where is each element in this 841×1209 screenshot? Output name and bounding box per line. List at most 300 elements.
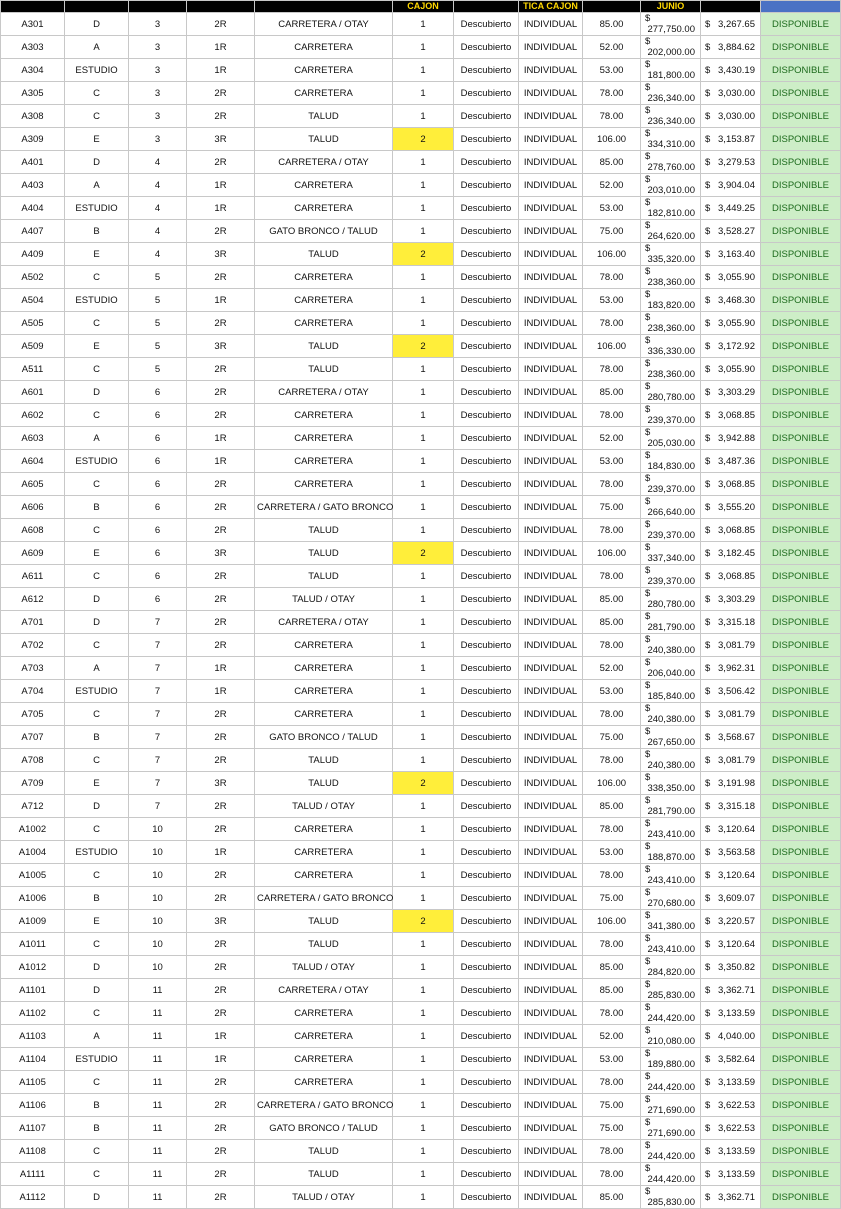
cajon-cell[interactable]: 1 — [393, 795, 454, 818]
status-cell[interactable]: DISPONIBLE — [761, 542, 841, 565]
unit-type-cell[interactable]: C — [65, 1163, 129, 1186]
area-cell[interactable]: 75.00 — [583, 220, 641, 243]
parking-type-cell[interactable]: Descubierto — [454, 542, 519, 565]
unit-id-cell[interactable]: A305 — [1, 82, 65, 105]
status-cell[interactable]: DISPONIBLE — [761, 979, 841, 1002]
floor-cell[interactable]: 6 — [129, 381, 187, 404]
rooms-cell[interactable]: 2R — [187, 404, 255, 427]
table-row[interactable] — [1, 542, 841, 565]
rooms-cell[interactable]: 1R — [187, 36, 255, 59]
view-cell[interactable]: GATO BRONCO / TALUD — [255, 1117, 393, 1140]
parking-type-cell[interactable]: Descubierto — [454, 59, 519, 82]
unit-type-cell[interactable]: E — [65, 542, 129, 565]
price-cell[interactable] — [641, 174, 701, 197]
unit-type-cell[interactable]: D — [65, 795, 129, 818]
parking-kind-cell[interactable]: INDIVIDUAL — [519, 220, 583, 243]
parking-kind-cell[interactable]: INDIVIDUAL — [519, 335, 583, 358]
cajon-cell[interactable]: 1 — [393, 59, 454, 82]
area-cell[interactable]: 106.00 — [583, 335, 641, 358]
table-row[interactable] — [1, 174, 841, 197]
area-cell[interactable]: 78.00 — [583, 703, 641, 726]
price-cell[interactable] — [641, 887, 701, 910]
view-cell[interactable]: TALUD — [255, 1140, 393, 1163]
rooms-cell[interactable]: 2R — [187, 1094, 255, 1117]
cajon-cell[interactable]: 1 — [393, 1094, 454, 1117]
rooms-cell[interactable]: 1R — [187, 657, 255, 680]
area-cell[interactable]: 85.00 — [583, 795, 641, 818]
unit-id-cell[interactable]: A309 — [1, 128, 65, 151]
unit-id-cell[interactable]: A602 — [1, 404, 65, 427]
unit-type-cell[interactable]: C — [65, 703, 129, 726]
price-cell[interactable] — [641, 312, 701, 335]
price-cell[interactable] — [641, 1048, 701, 1071]
unit-type-cell[interactable]: A — [65, 427, 129, 450]
area-cell[interactable]: 78.00 — [583, 1163, 641, 1186]
price-per-m2-cell[interactable] — [701, 197, 761, 220]
rooms-cell[interactable]: 1R — [187, 197, 255, 220]
unit-id-cell[interactable]: A409 — [1, 243, 65, 266]
floor-cell[interactable]: 5 — [129, 335, 187, 358]
view-cell[interactable]: GATO BRONCO / TALUD — [255, 726, 393, 749]
price-per-m2-cell[interactable] — [701, 13, 761, 36]
parking-type-cell[interactable]: Descubierto — [454, 151, 519, 174]
cajon-cell[interactable]: 1 — [393, 726, 454, 749]
header-cell[interactable] — [65, 1, 129, 13]
floor-cell[interactable]: 5 — [129, 358, 187, 381]
price-cell[interactable] — [641, 611, 701, 634]
cajon-cell[interactable]: 1 — [393, 105, 454, 128]
view-cell[interactable]: TALUD — [255, 749, 393, 772]
floor-cell[interactable]: 11 — [129, 1094, 187, 1117]
unit-type-cell[interactable]: B — [65, 887, 129, 910]
price-cell[interactable] — [641, 289, 701, 312]
view-cell[interactable]: TALUD — [255, 519, 393, 542]
area-cell[interactable]: 78.00 — [583, 864, 641, 887]
price-per-m2-cell[interactable] — [701, 979, 761, 1002]
price-per-m2-cell[interactable] — [701, 703, 761, 726]
rooms-cell[interactable]: 1R — [187, 427, 255, 450]
price-cell[interactable] — [641, 151, 701, 174]
parking-type-cell[interactable]: Descubierto — [454, 473, 519, 496]
cajon-cell[interactable]: 2 — [393, 542, 454, 565]
parking-kind-cell[interactable]: INDIVIDUAL — [519, 1048, 583, 1071]
unit-type-cell[interactable]: C — [65, 266, 129, 289]
parking-type-cell[interactable]: Descubierto — [454, 174, 519, 197]
table-row[interactable] — [1, 220, 841, 243]
table-row[interactable] — [1, 128, 841, 151]
price-cell[interactable] — [641, 910, 701, 933]
floor-cell[interactable]: 6 — [129, 542, 187, 565]
price-per-m2-cell[interactable] — [701, 128, 761, 151]
rooms-cell[interactable]: 1R — [187, 680, 255, 703]
unit-type-cell[interactable]: E — [65, 128, 129, 151]
parking-type-cell[interactable]: Descubierto — [454, 588, 519, 611]
unit-type-cell[interactable]: E — [65, 772, 129, 795]
parking-type-cell[interactable]: Descubierto — [454, 703, 519, 726]
area-cell[interactable]: 106.00 — [583, 772, 641, 795]
parking-type-cell[interactable]: Descubierto — [454, 1163, 519, 1186]
parking-kind-cell[interactable]: INDIVIDUAL — [519, 381, 583, 404]
table-row[interactable] — [1, 1025, 841, 1048]
price-per-m2-cell[interactable] — [701, 220, 761, 243]
price-per-m2-cell[interactable] — [701, 749, 761, 772]
price-per-m2-cell[interactable] — [701, 381, 761, 404]
floor-cell[interactable]: 5 — [129, 289, 187, 312]
parking-type-cell[interactable]: Descubierto — [454, 105, 519, 128]
price-per-m2-cell[interactable] — [701, 312, 761, 335]
parking-type-cell[interactable]: Descubierto — [454, 818, 519, 841]
rooms-cell[interactable]: 2R — [187, 220, 255, 243]
unit-type-cell[interactable]: C — [65, 358, 129, 381]
floor-cell[interactable]: 6 — [129, 588, 187, 611]
parking-type-cell[interactable]: Descubierto — [454, 496, 519, 519]
unit-id-cell[interactable]: A1112 — [1, 1186, 65, 1209]
price-cell[interactable] — [641, 128, 701, 151]
price-per-m2-cell[interactable] — [701, 657, 761, 680]
unit-type-cell[interactable]: C — [65, 404, 129, 427]
cajon-cell[interactable]: 1 — [393, 1163, 454, 1186]
status-cell[interactable]: DISPONIBLE — [761, 887, 841, 910]
floor-cell[interactable]: 10 — [129, 841, 187, 864]
view-cell[interactable]: TALUD — [255, 772, 393, 795]
table-row[interactable] — [1, 887, 841, 910]
floor-cell[interactable]: 6 — [129, 496, 187, 519]
unit-id-cell[interactable]: A511 — [1, 358, 65, 381]
unit-id-cell[interactable]: A702 — [1, 634, 65, 657]
status-cell[interactable]: DISPONIBLE — [761, 795, 841, 818]
status-cell[interactable]: DISPONIBLE — [761, 1094, 841, 1117]
price-cell[interactable] — [641, 864, 701, 887]
rooms-cell[interactable]: 3R — [187, 335, 255, 358]
rooms-cell[interactable]: 2R — [187, 473, 255, 496]
price-per-m2-cell[interactable] — [701, 818, 761, 841]
rooms-cell[interactable]: 2R — [187, 818, 255, 841]
cajon-cell[interactable]: 1 — [393, 864, 454, 887]
price-cell[interactable] — [641, 1002, 701, 1025]
parking-kind-cell[interactable]: INDIVIDUAL — [519, 289, 583, 312]
unit-id-cell[interactable]: A304 — [1, 59, 65, 82]
unit-id-cell[interactable]: A701 — [1, 611, 65, 634]
parking-kind-cell[interactable]: INDIVIDUAL — [519, 864, 583, 887]
unit-type-cell[interactable]: D — [65, 1186, 129, 1209]
cajon-cell[interactable]: 2 — [393, 128, 454, 151]
unit-id-cell[interactable]: A612 — [1, 588, 65, 611]
rooms-cell[interactable]: 2R — [187, 634, 255, 657]
header-cell[interactable] — [1, 1, 65, 13]
price-per-m2-cell[interactable] — [701, 887, 761, 910]
unit-id-cell[interactable]: A605 — [1, 473, 65, 496]
price-per-m2-cell[interactable] — [701, 1094, 761, 1117]
floor-cell[interactable]: 3 — [129, 128, 187, 151]
parking-kind-cell[interactable]: INDIVIDUAL — [519, 1163, 583, 1186]
table-row[interactable] — [1, 496, 841, 519]
parking-type-cell[interactable]: Descubierto — [454, 1140, 519, 1163]
parking-kind-cell[interactable]: INDIVIDUAL — [519, 634, 583, 657]
price-cell[interactable] — [641, 82, 701, 105]
price-cell[interactable] — [641, 1163, 701, 1186]
unit-id-cell[interactable]: A604 — [1, 450, 65, 473]
parking-type-cell[interactable]: Descubierto — [454, 680, 519, 703]
floor-cell[interactable]: 7 — [129, 680, 187, 703]
unit-id-cell[interactable]: A1006 — [1, 887, 65, 910]
table-row[interactable] — [1, 450, 841, 473]
view-cell[interactable]: TALUD / OTAY — [255, 795, 393, 818]
floor-cell[interactable]: 10 — [129, 864, 187, 887]
parking-kind-cell[interactable]: INDIVIDUAL — [519, 496, 583, 519]
rooms-cell[interactable]: 2R — [187, 312, 255, 335]
price-per-m2-cell[interactable] — [701, 726, 761, 749]
status-cell[interactable]: DISPONIBLE — [761, 933, 841, 956]
status-cell[interactable]: DISPONIBLE — [761, 289, 841, 312]
unit-type-cell[interactable]: E — [65, 910, 129, 933]
status-cell[interactable]: DISPONIBLE — [761, 565, 841, 588]
floor-cell[interactable]: 3 — [129, 13, 187, 36]
unit-type-cell[interactable]: C — [65, 519, 129, 542]
price-cell[interactable] — [641, 13, 701, 36]
status-cell[interactable]: DISPONIBLE — [761, 1163, 841, 1186]
rooms-cell[interactable]: 2R — [187, 956, 255, 979]
unit-type-cell[interactable]: E — [65, 335, 129, 358]
view-cell[interactable]: TALUD — [255, 910, 393, 933]
parking-kind-cell[interactable]: INDIVIDUAL — [519, 1094, 583, 1117]
unit-type-cell[interactable]: ESTUDIO — [65, 197, 129, 220]
parking-kind-cell[interactable]: INDIVIDUAL — [519, 243, 583, 266]
status-cell[interactable]: DISPONIBLE — [761, 818, 841, 841]
rooms-cell[interactable]: 2R — [187, 151, 255, 174]
parking-type-cell[interactable]: Descubierto — [454, 381, 519, 404]
unit-type-cell[interactable]: ESTUDIO — [65, 450, 129, 473]
area-cell[interactable]: 85.00 — [583, 13, 641, 36]
cajon-cell[interactable]: 1 — [393, 358, 454, 381]
parking-type-cell[interactable]: Descubierto — [454, 634, 519, 657]
cajon-cell[interactable]: 1 — [393, 266, 454, 289]
area-cell[interactable]: 53.00 — [583, 289, 641, 312]
table-row[interactable] — [1, 1094, 841, 1117]
price-cell[interactable] — [641, 496, 701, 519]
unit-type-cell[interactable]: B — [65, 220, 129, 243]
price-cell[interactable] — [641, 565, 701, 588]
status-cell[interactable]: DISPONIBLE — [761, 749, 841, 772]
unit-type-cell[interactable]: D — [65, 381, 129, 404]
unit-id-cell[interactable]: A1002 — [1, 818, 65, 841]
unit-type-cell[interactable]: C — [65, 105, 129, 128]
cajon-cell[interactable]: 1 — [393, 979, 454, 1002]
floor-cell[interactable]: 4 — [129, 220, 187, 243]
price-per-m2-cell[interactable] — [701, 1117, 761, 1140]
table-row[interactable] — [1, 795, 841, 818]
parking-kind-cell[interactable]: INDIVIDUAL — [519, 887, 583, 910]
cajon-cell[interactable]: 1 — [393, 680, 454, 703]
unit-id-cell[interactable]: A504 — [1, 289, 65, 312]
price-per-m2-cell[interactable] — [701, 519, 761, 542]
header-cell[interactable] — [701, 1, 761, 13]
rooms-cell[interactable]: 2R — [187, 105, 255, 128]
parking-kind-cell[interactable]: INDIVIDUAL — [519, 312, 583, 335]
price-per-m2-cell[interactable] — [701, 335, 761, 358]
unit-id-cell[interactable]: A705 — [1, 703, 65, 726]
status-cell[interactable]: DISPONIBLE — [761, 1117, 841, 1140]
view-cell[interactable]: TALUD / OTAY — [255, 588, 393, 611]
status-cell[interactable]: DISPONIBLE — [761, 634, 841, 657]
unit-id-cell[interactable]: A703 — [1, 657, 65, 680]
parking-type-cell[interactable]: Descubierto — [454, 933, 519, 956]
unit-type-cell[interactable]: C — [65, 473, 129, 496]
price-cell[interactable] — [641, 1117, 701, 1140]
status-cell[interactable]: DISPONIBLE — [761, 1048, 841, 1071]
unit-type-cell[interactable]: D — [65, 956, 129, 979]
parking-type-cell[interactable]: Descubierto — [454, 519, 519, 542]
price-per-m2-cell[interactable] — [701, 450, 761, 473]
status-cell[interactable]: DISPONIBLE — [761, 174, 841, 197]
price-cell[interactable] — [641, 197, 701, 220]
parking-type-cell[interactable]: Descubierto — [454, 197, 519, 220]
parking-type-cell[interactable]: Descubierto — [454, 243, 519, 266]
view-cell[interactable]: TALUD — [255, 358, 393, 381]
table-row[interactable] — [1, 634, 841, 657]
unit-type-cell[interactable]: C — [65, 749, 129, 772]
cajon-cell[interactable]: 1 — [393, 289, 454, 312]
table-row[interactable] — [1, 151, 841, 174]
price-per-m2-cell[interactable] — [701, 1186, 761, 1209]
unit-id-cell[interactable]: A303 — [1, 36, 65, 59]
price-per-m2-cell[interactable] — [701, 36, 761, 59]
parking-kind-cell[interactable]: INDIVIDUAL — [519, 818, 583, 841]
parking-kind-cell[interactable]: INDIVIDUAL — [519, 105, 583, 128]
parking-kind-cell[interactable]: INDIVIDUAL — [519, 427, 583, 450]
cajon-cell[interactable]: 1 — [393, 312, 454, 335]
status-cell[interactable]: DISPONIBLE — [761, 243, 841, 266]
status-cell[interactable]: DISPONIBLE — [761, 473, 841, 496]
status-cell[interactable]: DISPONIBLE — [761, 151, 841, 174]
view-cell[interactable]: CARRETERA — [255, 1071, 393, 1094]
price-per-m2-cell[interactable] — [701, 266, 761, 289]
view-cell[interactable]: CARRETERA — [255, 634, 393, 657]
cajon-cell[interactable]: 1 — [393, 1025, 454, 1048]
cajon-cell[interactable]: 1 — [393, 933, 454, 956]
parking-kind-cell[interactable]: INDIVIDUAL — [519, 588, 583, 611]
cajon-cell[interactable]: 1 — [393, 565, 454, 588]
area-cell[interactable]: 53.00 — [583, 841, 641, 864]
price-cell[interactable] — [641, 519, 701, 542]
cajon-cell[interactable]: 1 — [393, 404, 454, 427]
parking-kind-cell[interactable]: INDIVIDUAL — [519, 1117, 583, 1140]
rooms-cell[interactable]: 2R — [187, 979, 255, 1002]
table-row[interactable] — [1, 841, 841, 864]
table-row[interactable] — [1, 312, 841, 335]
view-cell[interactable]: TALUD — [255, 105, 393, 128]
floor-cell[interactable]: 7 — [129, 657, 187, 680]
unit-type-cell[interactable]: B — [65, 726, 129, 749]
unit-type-cell[interactable]: E — [65, 243, 129, 266]
rooms-cell[interactable]: 2R — [187, 1163, 255, 1186]
parking-kind-cell[interactable]: INDIVIDUAL — [519, 473, 583, 496]
rooms-cell[interactable]: 1R — [187, 841, 255, 864]
unit-id-cell[interactable]: A1107 — [1, 1117, 65, 1140]
rooms-cell[interactable]: 1R — [187, 59, 255, 82]
table-row[interactable] — [1, 1186, 841, 1209]
view-cell[interactable]: TALUD — [255, 565, 393, 588]
rooms-cell[interactable]: 2R — [187, 588, 255, 611]
status-cell[interactable]: DISPONIBLE — [761, 1025, 841, 1048]
unit-id-cell[interactable]: A712 — [1, 795, 65, 818]
parking-kind-cell[interactable]: INDIVIDUAL — [519, 680, 583, 703]
cajon-cell[interactable]: 1 — [393, 174, 454, 197]
table-row[interactable] — [1, 979, 841, 1002]
rooms-cell[interactable]: 2R — [187, 1117, 255, 1140]
table-row[interactable] — [1, 933, 841, 956]
rooms-cell[interactable]: 2R — [187, 864, 255, 887]
status-cell[interactable]: DISPONIBLE — [761, 36, 841, 59]
view-cell[interactable]: CARRETERA / OTAY — [255, 611, 393, 634]
unit-id-cell[interactable]: A708 — [1, 749, 65, 772]
parking-kind-cell[interactable]: INDIVIDUAL — [519, 726, 583, 749]
unit-type-cell[interactable]: B — [65, 1094, 129, 1117]
table-row[interactable] — [1, 772, 841, 795]
floor-cell[interactable]: 5 — [129, 266, 187, 289]
parking-kind-cell[interactable]: INDIVIDUAL — [519, 841, 583, 864]
header-tipo-cajon[interactable]: TICA CAJON — [519, 1, 583, 13]
area-cell[interactable]: 78.00 — [583, 565, 641, 588]
area-cell[interactable]: 85.00 — [583, 979, 641, 1002]
status-cell[interactable]: DISPONIBLE — [761, 450, 841, 473]
parking-kind-cell[interactable]: INDIVIDUAL — [519, 128, 583, 151]
floor-cell[interactable]: 6 — [129, 565, 187, 588]
view-cell[interactable]: CARRETERA — [255, 818, 393, 841]
view-cell[interactable]: TALUD — [255, 1163, 393, 1186]
parking-type-cell[interactable]: Descubierto — [454, 726, 519, 749]
parking-type-cell[interactable]: Descubierto — [454, 795, 519, 818]
rooms-cell[interactable]: 2R — [187, 1186, 255, 1209]
table-row[interactable] — [1, 749, 841, 772]
floor-cell[interactable]: 6 — [129, 519, 187, 542]
area-cell[interactable]: 78.00 — [583, 266, 641, 289]
table-row[interactable] — [1, 818, 841, 841]
unit-id-cell[interactable]: A1103 — [1, 1025, 65, 1048]
parking-kind-cell[interactable]: INDIVIDUAL — [519, 519, 583, 542]
price-per-m2-cell[interactable] — [701, 1071, 761, 1094]
cajon-cell[interactable]: 1 — [393, 473, 454, 496]
view-cell[interactable]: CARRETERA — [255, 174, 393, 197]
view-cell[interactable]: CARRETERA / GATO BRONCO — [255, 496, 393, 519]
header-status[interactable] — [761, 1, 841, 13]
view-cell[interactable]: CARRETERA — [255, 266, 393, 289]
status-cell[interactable]: DISPONIBLE — [761, 1002, 841, 1025]
status-cell[interactable]: DISPONIBLE — [761, 703, 841, 726]
cajon-cell[interactable]: 1 — [393, 1002, 454, 1025]
cajon-cell[interactable]: 1 — [393, 1117, 454, 1140]
unit-type-cell[interactable]: ESTUDIO — [65, 59, 129, 82]
view-cell[interactable]: CARRETERA / OTAY — [255, 381, 393, 404]
area-cell[interactable]: 85.00 — [583, 151, 641, 174]
area-cell[interactable]: 85.00 — [583, 381, 641, 404]
view-cell[interactable]: CARRETERA / OTAY — [255, 979, 393, 1002]
parking-kind-cell[interactable]: INDIVIDUAL — [519, 1071, 583, 1094]
status-cell[interactable]: DISPONIBLE — [761, 427, 841, 450]
table-row[interactable] — [1, 243, 841, 266]
cajon-cell[interactable]: 2 — [393, 910, 454, 933]
price-per-m2-cell[interactable] — [701, 174, 761, 197]
parking-kind-cell[interactable]: INDIVIDUAL — [519, 404, 583, 427]
unit-id-cell[interactable]: A1004 — [1, 841, 65, 864]
view-cell[interactable]: CARRETERA — [255, 703, 393, 726]
rooms-cell[interactable]: 1R — [187, 1025, 255, 1048]
parking-kind-cell[interactable]: INDIVIDUAL — [519, 151, 583, 174]
status-cell[interactable]: DISPONIBLE — [761, 335, 841, 358]
unit-id-cell[interactable]: A1101 — [1, 979, 65, 1002]
table-row[interactable] — [1, 1140, 841, 1163]
parking-type-cell[interactable]: Descubierto — [454, 82, 519, 105]
header-cell[interactable] — [187, 1, 255, 13]
